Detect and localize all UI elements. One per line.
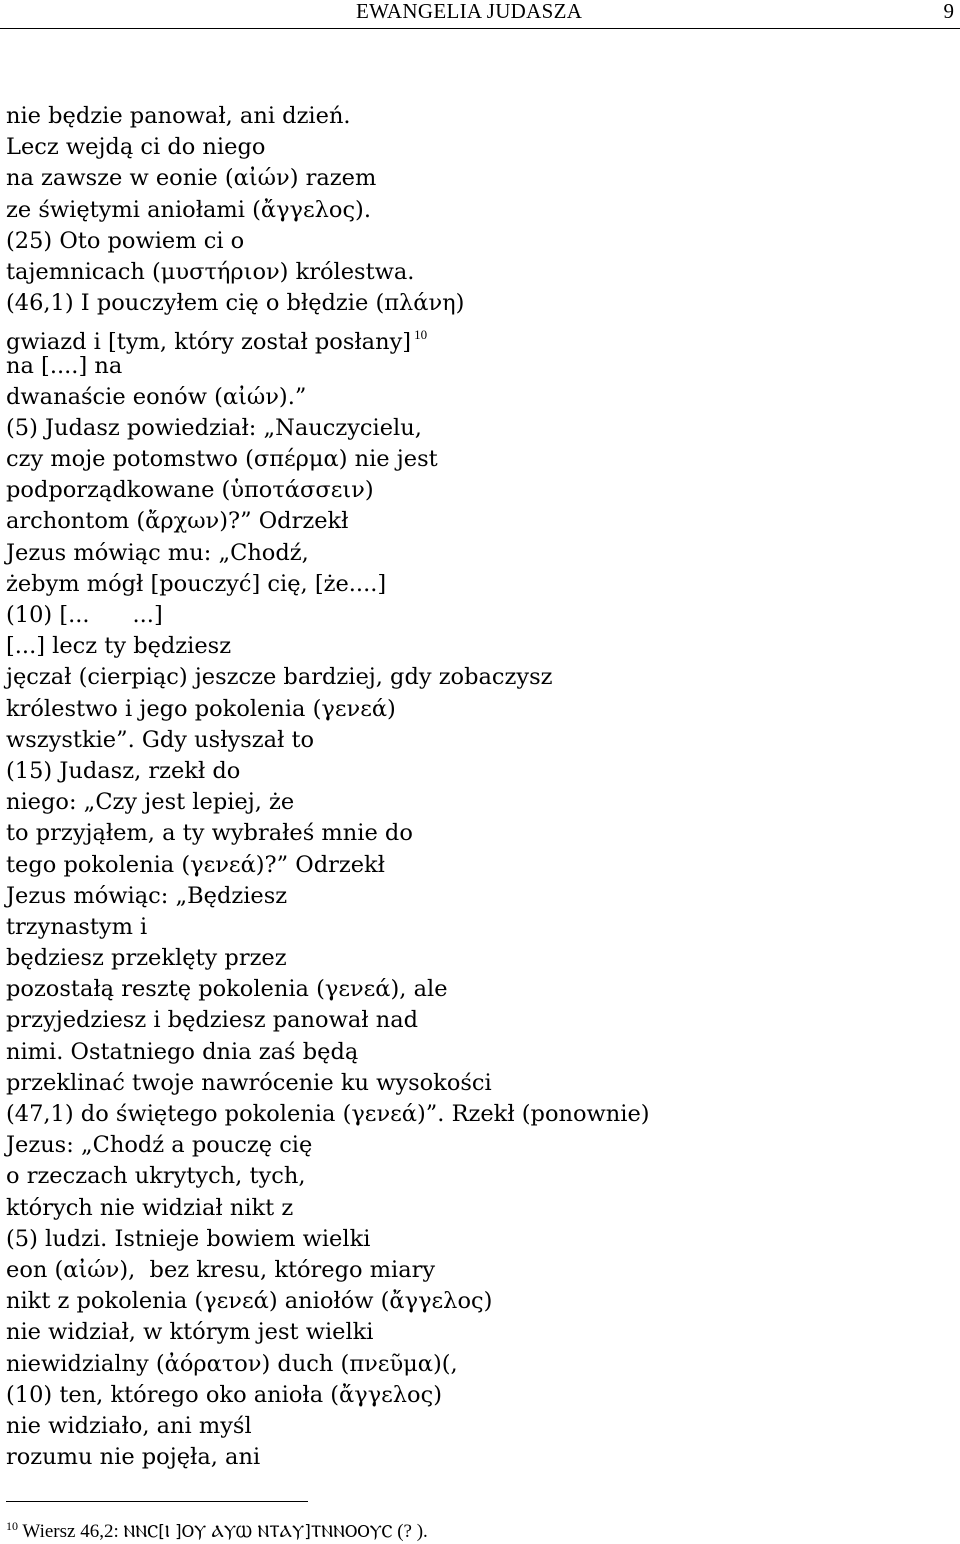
text-line-content: tego pokolenia (γενεά)?” Odrzekł bbox=[6, 851, 385, 878]
text-line-content: przyjedziesz i będziesz panował nad bbox=[6, 1007, 419, 1034]
text-line bbox=[6, 226, 946, 257]
text-line-content: Lecz wejdą ci do niego bbox=[6, 134, 266, 161]
text-line bbox=[6, 132, 946, 163]
text-line-content: (47,1) do świętego pokolenia (γενεά)”. Rzekł (ponownie) bbox=[6, 1101, 650, 1127]
text-line-content: tajemnicach (μυστήριον) królestwa. bbox=[6, 258, 415, 285]
text-line-content: nie widziało, ani myśl bbox=[6, 1412, 252, 1439]
text-line bbox=[6, 319, 946, 356]
text-line-content: rozumu nie pojęła, ani bbox=[6, 1444, 261, 1471]
text-line-content: Jezus mówiąc mu: „Chodź, bbox=[6, 539, 309, 566]
text-line-content: nikt z pokolenia (γενεά) aniołów (ἄγγελος) bbox=[6, 1288, 493, 1315]
text-line bbox=[6, 506, 946, 537]
text-line-content: niego: „Czy jest lepiej, że bbox=[6, 789, 295, 816]
text-line bbox=[6, 1068, 946, 1099]
text-line-content: archontom (ἄρχων)?” Odrzekł bbox=[6, 508, 349, 535]
text-line bbox=[6, 413, 946, 444]
text-line-content: [...] lecz ty będziesz bbox=[6, 633, 232, 660]
text-line bbox=[6, 101, 946, 132]
text-line bbox=[6, 631, 946, 662]
text-line-content: których nie widział nikt z bbox=[6, 1194, 294, 1221]
main-text bbox=[6, 101, 946, 1473]
text-line-content: Jezus mówiąc: „Będziesz bbox=[6, 882, 288, 909]
text-line-content: będziesz przeklęty przez bbox=[6, 945, 287, 972]
footnote-coptic-text: ⲚⲚⲤ[Ⲓ ]ⲞⲨ ⲀⲨⲰ ⲚⲦⲀⲨ]ⲦⲚⲚⲞⲞⲨⲤ bbox=[123, 1522, 393, 1542]
text-line-content: na zawsze w eonie (αἰών) razem bbox=[6, 165, 377, 192]
text-line-content: jęczał (cierpiąc) jeszcze bardziej, gdy zobaczysz bbox=[6, 664, 553, 691]
text-line-content: pozostałą resztę pokolenia (γενεά), ale bbox=[6, 976, 448, 1003]
text-line bbox=[6, 600, 946, 631]
text-line-content: (25) Oto powiem ci o bbox=[6, 227, 245, 254]
text-line bbox=[6, 725, 946, 756]
text-line bbox=[6, 818, 946, 849]
footnote-label: Wiersz 46,2: bbox=[18, 1521, 124, 1542]
footnote-separator bbox=[6, 1501, 308, 1502]
text-line bbox=[6, 538, 946, 569]
text-line-content: nie będzie panował, ani dzień. bbox=[6, 103, 351, 129]
text-line-content: niewidzialny (ἀόρατον) duch (πνεῦμα)(, bbox=[6, 1350, 458, 1377]
text-line bbox=[6, 1161, 946, 1192]
text-line bbox=[6, 382, 946, 413]
text-line-content: gwiazd i [tym, który został posłany] bbox=[6, 329, 412, 356]
text-line bbox=[6, 974, 946, 1005]
footnote-number: 10 bbox=[6, 1519, 18, 1533]
text-line bbox=[6, 1193, 946, 1224]
text-line-content: czy moje potomstwo (σπέρμα) nie jest bbox=[6, 446, 438, 473]
text-line-content: (5) ludzi. Istnieje bowiem wielki bbox=[6, 1225, 371, 1252]
text-line bbox=[6, 1380, 946, 1411]
text-line bbox=[6, 912, 946, 943]
text-line-content: (10) [... ...] bbox=[6, 602, 163, 628]
page-header bbox=[0, 0, 960, 30]
text-line-content: (15) Judasz, rzekł do bbox=[6, 757, 241, 784]
text-line bbox=[6, 195, 946, 226]
text-line bbox=[6, 787, 946, 818]
text-line-content: podporządkowane (ὑποτάσσειν) bbox=[6, 477, 374, 504]
text-line-content: przeklinać twoje nawrócenie ku wysokości bbox=[6, 1069, 492, 1096]
text-line bbox=[6, 1255, 946, 1286]
text-line bbox=[6, 475, 946, 506]
text-line bbox=[6, 850, 946, 881]
text-line bbox=[6, 662, 946, 693]
text-line bbox=[6, 163, 946, 194]
text-line-content: na [....] na bbox=[6, 352, 123, 379]
text-line-content: Jezus: „Chodź a pouczę cię bbox=[6, 1132, 313, 1159]
text-line bbox=[6, 444, 946, 475]
text-line-content: trzynastym i bbox=[6, 913, 148, 940]
text-line bbox=[6, 943, 946, 974]
text-line bbox=[6, 1442, 946, 1473]
text-line bbox=[6, 1130, 946, 1161]
text-line-content: ze świętymi aniołami (ἄγγελος). bbox=[6, 196, 371, 223]
text-line bbox=[6, 1286, 946, 1317]
footnote-suffix: (? ). bbox=[392, 1521, 428, 1542]
text-line bbox=[6, 881, 946, 912]
text-line-content: eon (αἰών), bez kresu, którego miary bbox=[6, 1256, 436, 1283]
text-line bbox=[6, 1224, 946, 1255]
text-line-content: to przyjąłem, a ty wybrałeś mnie do bbox=[6, 820, 413, 847]
text-line-content: żebym mógł [pouczyć] cię, [że....] bbox=[6, 570, 387, 597]
footnote bbox=[6, 1514, 428, 1544]
text-line bbox=[6, 1099, 946, 1130]
text-line-content: wszystkie”. Gdy usłyszał to bbox=[6, 726, 315, 753]
text-line bbox=[6, 694, 946, 725]
header-rule bbox=[0, 28, 960, 29]
running-title: EWANGELIA JUDASZA bbox=[356, 0, 583, 23]
text-line-content: królestwo i jego pokolenia (γενεά) bbox=[6, 695, 396, 722]
text-line-content: o rzeczach ukrytych, tych, bbox=[6, 1163, 306, 1190]
text-line-content: (46,1) I pouczyłem cię o błędzie (πλάνη) bbox=[6, 290, 465, 317]
text-line-content: nie widział, w którym jest wielki bbox=[6, 1319, 374, 1346]
text-line bbox=[6, 756, 946, 787]
text-line bbox=[6, 1317, 946, 1348]
text-line bbox=[6, 288, 946, 319]
text-line-content: (5) Judasz powiedział: „Nauczycielu, bbox=[6, 414, 422, 441]
text-line-content: nimi. Ostatniego dnia zaś będą bbox=[6, 1038, 359, 1065]
footnote-reference[interactable]: 10 bbox=[414, 327, 428, 343]
page-number: 9 bbox=[943, 0, 954, 23]
text-line bbox=[6, 257, 946, 288]
text-line bbox=[6, 1037, 946, 1068]
text-line bbox=[6, 1005, 946, 1036]
text-line-content: (10) ten, którego oko anioła (ἄγγελος) bbox=[6, 1381, 442, 1408]
text-line bbox=[6, 1349, 946, 1380]
text-line bbox=[6, 1411, 946, 1442]
text-line-content: dwanaście eonów (αἰών).” bbox=[6, 383, 307, 410]
text-line bbox=[6, 569, 946, 600]
